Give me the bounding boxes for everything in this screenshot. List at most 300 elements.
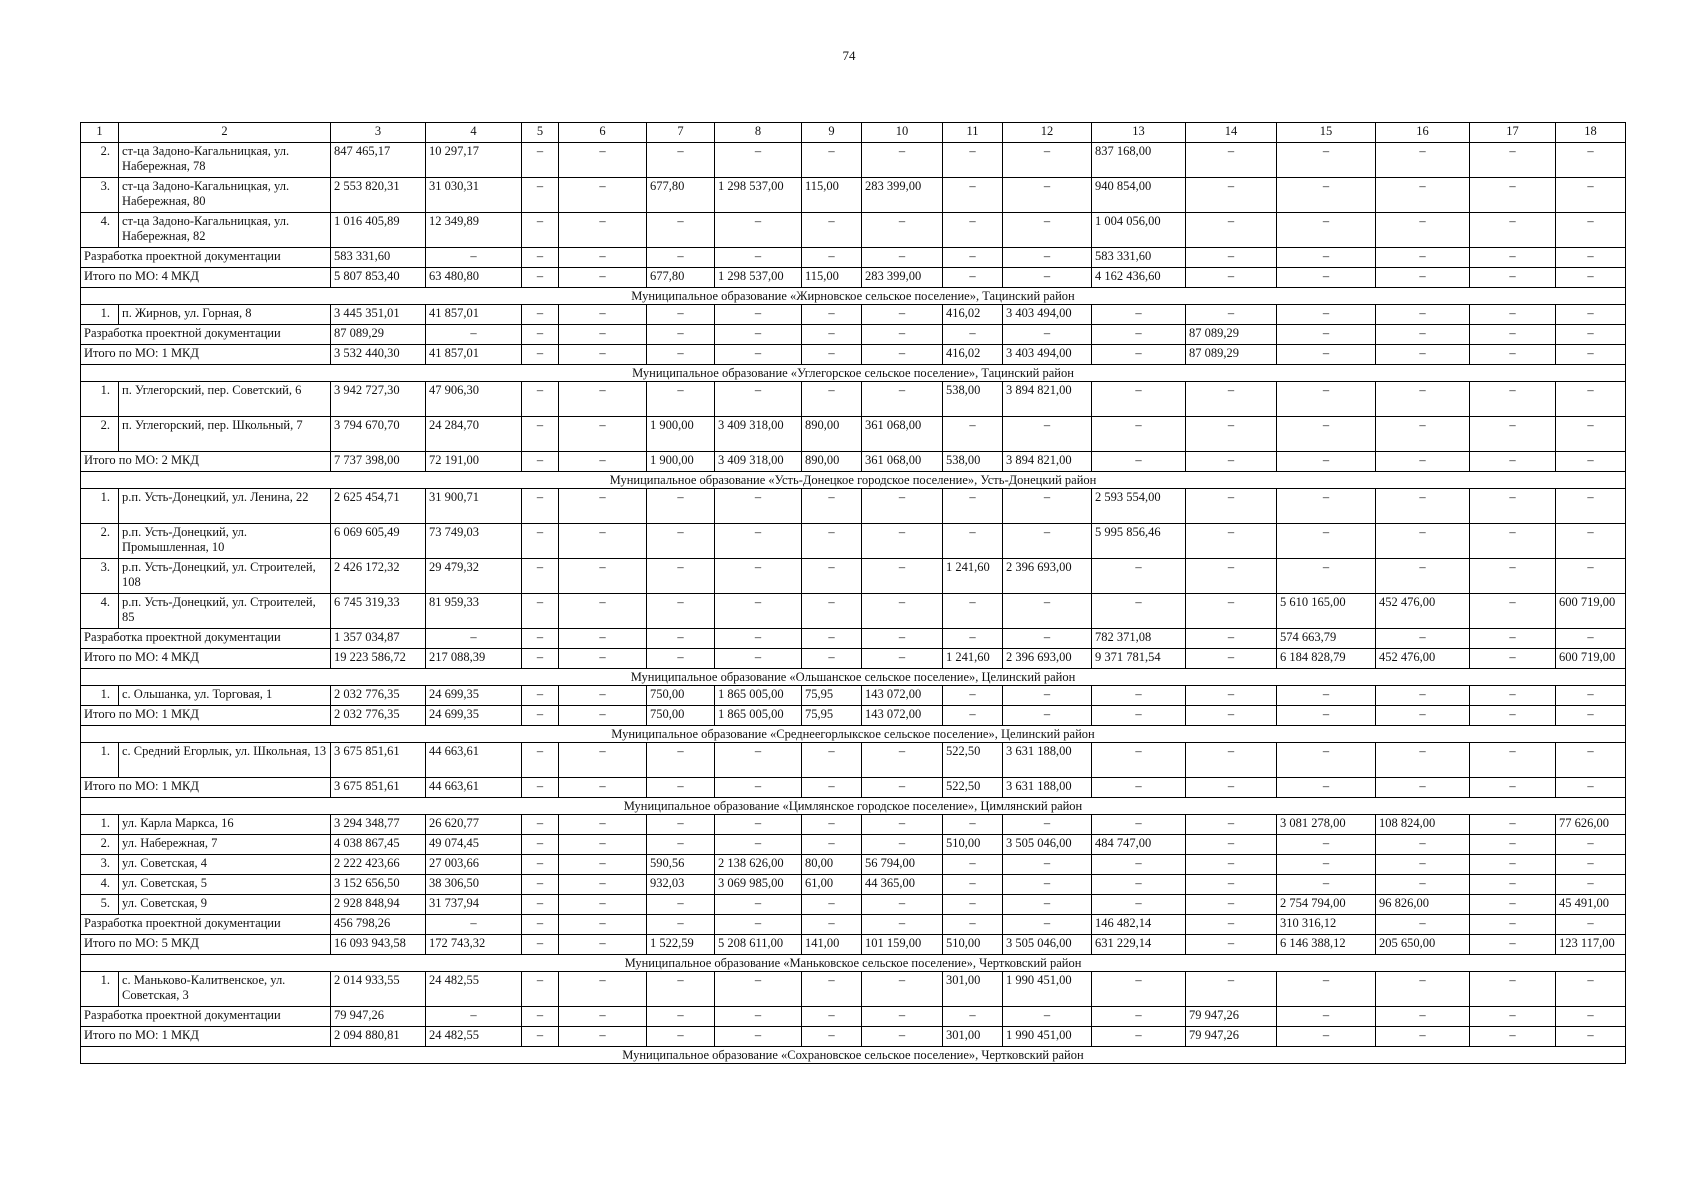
value-cell: 5 995 856,46 <box>1092 524 1186 559</box>
address-cell: ул. Карла Маркса, 16 <box>119 815 331 835</box>
summary-row <box>81 268 1626 288</box>
value-cell: 3 403 494,00 <box>1003 305 1092 325</box>
value-cell: – <box>802 895 862 915</box>
value-cell: – <box>802 649 862 669</box>
value-cell: – <box>647 489 715 524</box>
value-cell: 3 532 440,30 <box>331 345 426 365</box>
address-cell: с. Ольшанка, ул. Торговая, 1 <box>119 686 331 706</box>
value-cell: – <box>715 835 802 855</box>
summary-row <box>81 452 1626 472</box>
column-header: 18 <box>1556 123 1626 143</box>
value-cell: – <box>522 382 559 417</box>
value-cell: 79 947,26 <box>331 1007 426 1027</box>
value-cell: – <box>647 972 715 1007</box>
value-cell: – <box>1376 268 1470 288</box>
value-cell: – <box>1376 382 1470 417</box>
value-cell: – <box>1186 524 1277 559</box>
value-cell: – <box>647 815 715 835</box>
value-cell: – <box>943 686 1003 706</box>
section-row <box>81 472 1626 489</box>
row-number: 3. <box>81 559 119 594</box>
value-cell: – <box>1470 706 1556 726</box>
value-cell: – <box>1186 489 1277 524</box>
value-cell: – <box>1376 345 1470 365</box>
address-cell: п. Углегорский, пер. Школьный, 7 <box>119 417 331 452</box>
value-cell: – <box>715 649 802 669</box>
value-cell: – <box>802 143 862 178</box>
section-row <box>81 798 1626 815</box>
value-cell: 5 610 165,00 <box>1277 594 1376 629</box>
value-cell: – <box>1556 268 1626 288</box>
value-cell: – <box>1470 743 1556 778</box>
value-cell: 416,02 <box>943 305 1003 325</box>
value-cell: 2 094 880,81 <box>331 1027 426 1047</box>
value-cell: – <box>802 213 862 248</box>
value-cell: – <box>1556 972 1626 1007</box>
value-cell: – <box>1186 143 1277 178</box>
value-cell: – <box>802 325 862 345</box>
value-cell: – <box>1003 213 1092 248</box>
value-cell: 2 032 776,35 <box>331 706 426 726</box>
value-cell: – <box>1376 1007 1470 1027</box>
value-cell: – <box>1376 417 1470 452</box>
value-cell: – <box>1470 489 1556 524</box>
table-row <box>81 972 1626 1007</box>
value-cell: – <box>1556 686 1626 706</box>
value-cell: – <box>1470 248 1556 268</box>
value-cell: – <box>647 594 715 629</box>
value-cell: 27 003,66 <box>426 855 522 875</box>
value-cell: – <box>1092 1027 1186 1047</box>
row-number: 2. <box>81 835 119 855</box>
value-cell: 31 737,94 <box>426 895 522 915</box>
value-cell: – <box>522 855 559 875</box>
section-title: Муниципальное образование «Сохрановское сельское поселение», Чертковский район <box>81 1047 1626 1064</box>
value-cell: 3 069 985,00 <box>715 875 802 895</box>
value-cell: 452 476,00 <box>1376 649 1470 669</box>
value-cell: 3 409 318,00 <box>715 452 802 472</box>
value-cell: – <box>1277 686 1376 706</box>
value-cell: – <box>1092 778 1186 798</box>
value-cell: – <box>559 143 647 178</box>
value-cell: – <box>559 835 647 855</box>
summary-row <box>81 915 1626 935</box>
value-cell: – <box>1556 1007 1626 1027</box>
value-cell: 3 631 188,00 <box>1003 743 1092 778</box>
value-cell: – <box>1186 305 1277 325</box>
value-cell: – <box>802 345 862 365</box>
value-cell: – <box>1376 686 1470 706</box>
value-cell: – <box>1556 559 1626 594</box>
value-cell: – <box>1556 629 1626 649</box>
value-cell: – <box>1470 815 1556 835</box>
value-cell: 38 306,50 <box>426 875 522 895</box>
value-cell: 932,03 <box>647 875 715 895</box>
value-cell: 2 396 693,00 <box>1003 559 1092 594</box>
value-cell: – <box>522 743 559 778</box>
value-cell: – <box>1092 875 1186 895</box>
value-cell: – <box>1092 855 1186 875</box>
value-cell: – <box>1470 305 1556 325</box>
value-cell: – <box>1556 778 1626 798</box>
value-cell: 600 719,00 <box>1556 594 1626 629</box>
value-cell: – <box>522 629 559 649</box>
value-cell: 750,00 <box>647 706 715 726</box>
value-cell: – <box>715 915 802 935</box>
table-row <box>81 213 1626 248</box>
summary-row <box>81 706 1626 726</box>
value-cell: – <box>1376 452 1470 472</box>
value-cell: 1 990 451,00 <box>1003 1027 1092 1047</box>
value-cell: 538,00 <box>943 382 1003 417</box>
value-cell: – <box>559 178 647 213</box>
value-cell: – <box>1277 213 1376 248</box>
value-cell: – <box>862 489 943 524</box>
value-cell: – <box>1003 895 1092 915</box>
value-cell: – <box>943 815 1003 835</box>
value-cell: – <box>943 178 1003 213</box>
value-cell: – <box>647 382 715 417</box>
value-cell: – <box>1003 1007 1092 1027</box>
value-cell: – <box>1277 489 1376 524</box>
value-cell: 2 032 776,35 <box>331 686 426 706</box>
table-row <box>81 178 1626 213</box>
value-cell: – <box>559 452 647 472</box>
section-title: Муниципальное образование «Среднеегорлыкское сельское поселение», Целинский район <box>81 726 1626 743</box>
section-row <box>81 726 1626 743</box>
value-cell: – <box>943 875 1003 895</box>
value-cell: – <box>559 935 647 955</box>
value-cell: – <box>1556 743 1626 778</box>
value-cell: – <box>1470 855 1556 875</box>
value-cell: – <box>1470 213 1556 248</box>
table-row <box>81 686 1626 706</box>
summary-label: Итого по МО: 4 МКД <box>81 268 331 288</box>
value-cell: – <box>647 143 715 178</box>
value-cell: – <box>1186 875 1277 895</box>
value-cell: – <box>1376 629 1470 649</box>
value-cell: – <box>862 594 943 629</box>
summary-row <box>81 1027 1626 1047</box>
value-cell: – <box>559 305 647 325</box>
value-cell: – <box>1470 895 1556 915</box>
section-row <box>81 1047 1626 1064</box>
value-cell: – <box>1186 743 1277 778</box>
value-cell: – <box>1277 875 1376 895</box>
value-cell: – <box>862 559 943 594</box>
value-cell: 361 068,00 <box>862 417 943 452</box>
value-cell: 41 857,01 <box>426 345 522 365</box>
value-cell: – <box>559 248 647 268</box>
value-cell: – <box>862 524 943 559</box>
value-cell: – <box>1470 935 1556 955</box>
value-cell: – <box>1186 972 1277 1007</box>
value-cell: – <box>1376 305 1470 325</box>
address-cell: с. Маньково-Калитвенское, ул. Советская, 3 <box>119 972 331 1007</box>
address-cell: р.п. Усть-Донецкий, ул. Строителей, 85 <box>119 594 331 629</box>
value-cell: – <box>715 778 802 798</box>
row-number: 4. <box>81 594 119 629</box>
value-cell: 3 409 318,00 <box>715 417 802 452</box>
value-cell: – <box>559 686 647 706</box>
value-cell: – <box>559 325 647 345</box>
value-cell: – <box>802 1027 862 1047</box>
value-cell: – <box>1092 706 1186 726</box>
value-cell: – <box>1003 815 1092 835</box>
value-cell: 45 491,00 <box>1556 895 1626 915</box>
value-cell: 79 947,26 <box>1186 1007 1277 1027</box>
value-cell: – <box>1376 706 1470 726</box>
value-cell: – <box>862 213 943 248</box>
table-row <box>81 524 1626 559</box>
value-cell: – <box>1092 743 1186 778</box>
value-cell: – <box>862 972 943 1007</box>
address-cell: ул. Набережная, 7 <box>119 835 331 855</box>
value-cell: – <box>1470 835 1556 855</box>
value-cell: – <box>522 213 559 248</box>
value-cell: 24 482,55 <box>426 1027 522 1047</box>
column-header: 16 <box>1376 123 1470 143</box>
value-cell: 1 298 537,00 <box>715 178 802 213</box>
value-cell: – <box>1376 524 1470 559</box>
value-cell: 19 223 586,72 <box>331 649 426 669</box>
value-cell: – <box>1556 325 1626 345</box>
value-cell: 31 030,31 <box>426 178 522 213</box>
table-row <box>81 594 1626 629</box>
value-cell: 24 699,35 <box>426 686 522 706</box>
value-cell: – <box>1277 305 1376 325</box>
value-cell: – <box>522 815 559 835</box>
value-cell: – <box>943 417 1003 452</box>
row-number: 4. <box>81 213 119 248</box>
column-header: 7 <box>647 123 715 143</box>
value-cell: – <box>802 559 862 594</box>
value-cell: 205 650,00 <box>1376 935 1470 955</box>
value-cell: – <box>1277 248 1376 268</box>
value-cell: 72 191,00 <box>426 452 522 472</box>
value-cell: – <box>1376 915 1470 935</box>
value-cell: – <box>802 629 862 649</box>
value-cell: – <box>1556 452 1626 472</box>
value-cell: – <box>1556 915 1626 935</box>
value-cell: – <box>943 706 1003 726</box>
value-cell: – <box>715 559 802 594</box>
value-cell: – <box>647 248 715 268</box>
address-cell: ул. Советская, 5 <box>119 875 331 895</box>
value-cell: 890,00 <box>802 452 862 472</box>
column-header: 14 <box>1186 123 1277 143</box>
value-cell: – <box>559 1027 647 1047</box>
row-number: 4. <box>81 875 119 895</box>
value-cell: – <box>943 1007 1003 1027</box>
summary-label: Итого по МО: 2 МКД <box>81 452 331 472</box>
value-cell: 782 371,08 <box>1092 629 1186 649</box>
value-cell: – <box>1186 178 1277 213</box>
value-cell: – <box>1186 855 1277 875</box>
value-cell: 24 699,35 <box>426 706 522 726</box>
value-cell: – <box>1556 417 1626 452</box>
value-cell: – <box>522 915 559 935</box>
value-cell: 1 900,00 <box>647 452 715 472</box>
value-cell: – <box>1003 855 1092 875</box>
value-cell: – <box>862 743 943 778</box>
value-cell: – <box>1186 452 1277 472</box>
value-cell: – <box>522 972 559 1007</box>
value-cell: – <box>943 855 1003 875</box>
summary-row <box>81 935 1626 955</box>
value-cell: 2 754 794,00 <box>1277 895 1376 915</box>
value-cell: 847 465,17 <box>331 143 426 178</box>
value-cell: – <box>559 875 647 895</box>
value-cell: 81 959,33 <box>426 594 522 629</box>
value-cell: 301,00 <box>943 1027 1003 1047</box>
value-cell: – <box>1556 489 1626 524</box>
value-cell: 12 349,89 <box>426 213 522 248</box>
summary-label: Разработка проектной документации <box>81 629 331 649</box>
value-cell: – <box>1003 594 1092 629</box>
value-cell: – <box>1277 559 1376 594</box>
value-cell: – <box>1092 382 1186 417</box>
value-cell: – <box>802 1007 862 1027</box>
value-cell: – <box>1277 855 1376 875</box>
value-cell: 3 631 188,00 <box>1003 778 1092 798</box>
value-cell: 484 747,00 <box>1092 835 1186 855</box>
value-cell: – <box>1003 268 1092 288</box>
value-cell: – <box>943 143 1003 178</box>
value-cell: – <box>1470 559 1556 594</box>
value-cell: – <box>1092 686 1186 706</box>
value-cell: – <box>1186 915 1277 935</box>
value-cell: – <box>1277 524 1376 559</box>
value-cell: 590,56 <box>647 855 715 875</box>
value-cell: – <box>802 248 862 268</box>
value-cell: – <box>943 629 1003 649</box>
section-title: Муниципальное образование «Ольшанское сельское поселение», Целинский район <box>81 669 1626 686</box>
value-cell: – <box>1186 686 1277 706</box>
value-cell: – <box>522 935 559 955</box>
value-cell: – <box>1376 559 1470 594</box>
value-cell: 2 014 933,55 <box>331 972 426 1007</box>
value-cell: 1 241,60 <box>943 559 1003 594</box>
value-cell: 2 928 848,94 <box>331 895 426 915</box>
value-cell: 87 089,29 <box>1186 325 1277 345</box>
table-row <box>81 143 1626 178</box>
value-cell: – <box>522 835 559 855</box>
value-cell: – <box>559 629 647 649</box>
value-cell: 143 072,00 <box>862 706 943 726</box>
value-cell: – <box>862 1007 943 1027</box>
value-cell: – <box>647 325 715 345</box>
value-cell: – <box>943 489 1003 524</box>
value-cell: – <box>862 895 943 915</box>
table-row <box>81 489 1626 524</box>
section-title: Муниципальное образование «Маньковское сельское поселение», Чертковский район <box>81 955 1626 972</box>
value-cell: – <box>522 895 559 915</box>
value-cell: – <box>1003 686 1092 706</box>
value-cell: – <box>522 524 559 559</box>
value-cell: 77 626,00 <box>1556 815 1626 835</box>
value-cell: – <box>559 972 647 1007</box>
value-cell: – <box>1556 835 1626 855</box>
value-cell: – <box>862 1027 943 1047</box>
value-cell: – <box>802 778 862 798</box>
column-header: 9 <box>802 123 862 143</box>
value-cell: 146 482,14 <box>1092 915 1186 935</box>
value-cell: – <box>1376 835 1470 855</box>
value-cell: – <box>559 382 647 417</box>
value-cell: – <box>559 778 647 798</box>
value-cell: – <box>1277 972 1376 1007</box>
value-cell: – <box>1186 649 1277 669</box>
value-cell: – <box>1186 629 1277 649</box>
value-cell: – <box>1003 143 1092 178</box>
table-row <box>81 895 1626 915</box>
value-cell: – <box>647 305 715 325</box>
column-header: 13 <box>1092 123 1186 143</box>
value-cell: 75,95 <box>802 706 862 726</box>
value-cell: 6 745 319,33 <box>331 594 426 629</box>
value-cell: – <box>1277 178 1376 213</box>
value-cell: 44 663,61 <box>426 743 522 778</box>
value-cell: – <box>522 686 559 706</box>
value-cell: – <box>559 743 647 778</box>
column-header: 11 <box>943 123 1003 143</box>
table-row <box>81 835 1626 855</box>
value-cell: 1 004 056,00 <box>1092 213 1186 248</box>
row-number: 1. <box>81 743 119 778</box>
value-cell: – <box>1277 1007 1376 1027</box>
address-cell: р.п. Усть-Донецкий, ул. Промышленная, 10 <box>119 524 331 559</box>
value-cell: 26 620,77 <box>426 815 522 835</box>
section-title: Муниципальное образование «Жирновское сельское поселение», Тацинский район <box>81 288 1626 305</box>
value-cell: – <box>862 915 943 935</box>
row-number: 1. <box>81 305 119 325</box>
value-cell: 1 298 537,00 <box>715 268 802 288</box>
value-cell: – <box>1376 325 1470 345</box>
value-cell: 3 081 278,00 <box>1277 815 1376 835</box>
value-cell: – <box>715 305 802 325</box>
value-cell: – <box>802 382 862 417</box>
value-cell: – <box>1277 268 1376 288</box>
value-cell: – <box>522 875 559 895</box>
value-cell: – <box>802 489 862 524</box>
value-cell: – <box>1277 417 1376 452</box>
value-cell: 3 894 821,00 <box>1003 382 1092 417</box>
column-header: 1 <box>81 123 119 143</box>
value-cell: – <box>1470 325 1556 345</box>
value-cell: 41 857,01 <box>426 305 522 325</box>
value-cell: – <box>522 143 559 178</box>
value-cell: – <box>647 213 715 248</box>
address-cell: ст-ца Задоно-Кагальницкая, ул. Набережная, 78 <box>119 143 331 178</box>
value-cell: 24 482,55 <box>426 972 522 1007</box>
value-cell: 79 947,26 <box>1186 1027 1277 1047</box>
summary-label: Итого по МО: 5 МКД <box>81 935 331 955</box>
value-cell: – <box>1186 213 1277 248</box>
value-cell: 75,95 <box>802 686 862 706</box>
value-cell: – <box>426 1007 522 1027</box>
value-cell: 3 675 851,61 <box>331 778 426 798</box>
value-cell: – <box>522 1027 559 1047</box>
value-cell: – <box>1556 706 1626 726</box>
value-cell: – <box>943 325 1003 345</box>
value-cell: – <box>1003 417 1092 452</box>
value-cell: 5 807 853,40 <box>331 268 426 288</box>
address-cell: ст-ца Задоно-Кагальницкая, ул. Набережная, 82 <box>119 213 331 248</box>
value-cell: – <box>1003 248 1092 268</box>
value-cell: 1 865 005,00 <box>715 706 802 726</box>
value-cell: – <box>1470 524 1556 559</box>
